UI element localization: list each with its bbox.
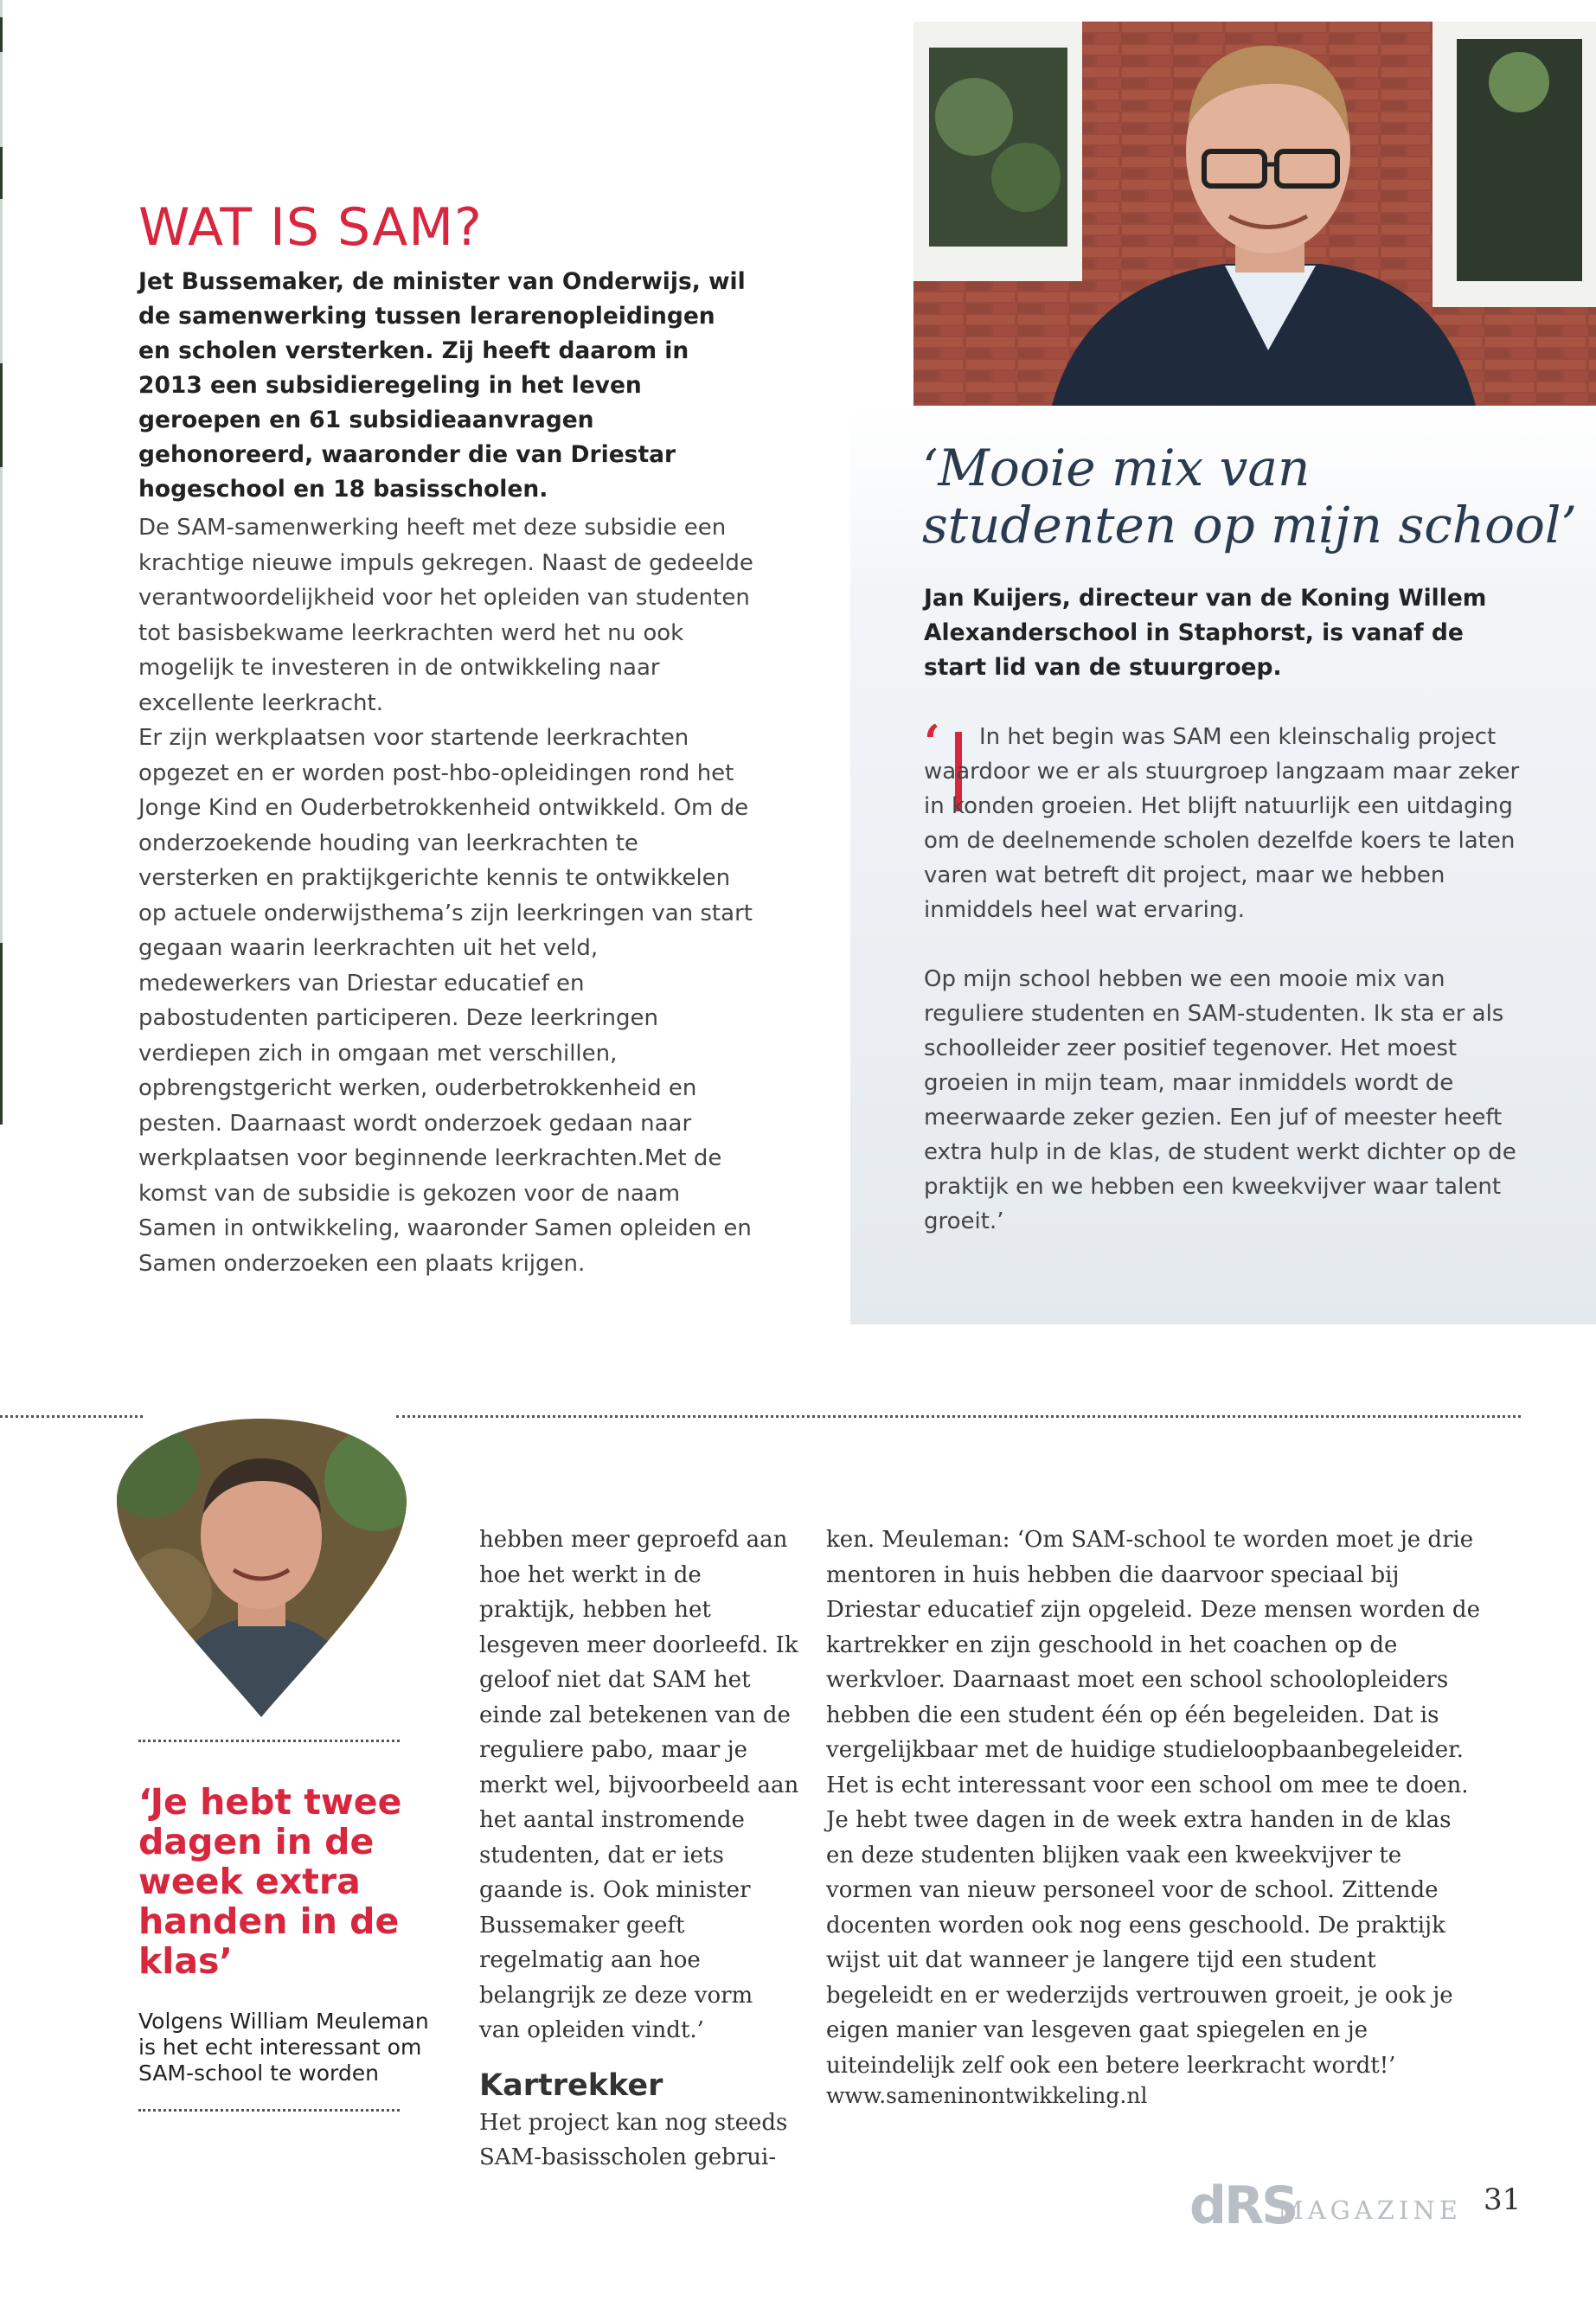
quote-body xyxy=(924,715,1529,1239)
pull-quote-caption: Volgens William Meuleman is het echt interessant om SAM-school te worden xyxy=(138,2009,429,2086)
dotted-divider xyxy=(396,1415,1521,1418)
article-lead: Jet Bussemaker, de minister van Onderwijs, wil de samenwerking tussen lerarenopleidingen en scholen versterken. Zij heeft daarom in 2013 een subsidieregeling in het leven geroepen en 61 subsidieaanvragen gehonoreerd, waaronder die van Driestar hogeschool en 18 basisscholen. xyxy=(138,268,746,503)
dotted-divider xyxy=(138,1740,400,1742)
article-paragraph: ken. Meuleman: ‘Om SAM-school te worden moet je drie mentoren in huis hebben die daarvoor speciaal bij Driestar educatief zijn opgeleid. Deze mensen worden de kartrekker en zijn geschoold in het coachen op de werkvloer. Daarnaast moet een school schoolopleiders hebben die een student één op één begeleiden. Dat is vergelijkbaar met de huidige studieloopbaanbegeleider. Het is echt interessant voor een school om mee te doen. Je hebt twee dagen in de week extra handen in de klas en deze studenten blijken vaak een kweekvijver te vormen van nieuw personeel voor de school. Zittende docenten worden ook nog eens geschoold. De praktijk wijst uit dat wanneer je langere tijd een student begeleidt en er wederzijds vertrouwen groeit, je ook je eigen manier van lesgeven gaat spiegelen en je uiteindelijk zelf ook een betere leerkracht wordt!’ xyxy=(826,1527,1480,2079)
quote-paragraph: Op mijn school hebben we een mooie mix van reguliere studenten en SAM-studenten. Ik sta er als schoolleider zeer positief tegenover. Het moest groeien in mijn team, maar inmiddels wordt de meerwaarde zeker gezien. Een juf of meester heeft extra hulp in de klas, de student werkt dichter op de praktijk en we hebben een kweekvijver waar talent groeit.’ xyxy=(924,966,1516,1234)
magazine-brand xyxy=(1189,2176,1462,2236)
section-subheading: Kartrekker xyxy=(479,2067,663,2103)
drs-logo: dRS xyxy=(1189,2176,1297,2236)
article-paragraph: De SAM-samenwerking heeft met deze subsidie een krachtige nieuwe impuls gekregen. Naast de gedeelde verantwoordelijkheid voor het opleiden van studenten tot basisbekwame leerkrachten werd het nu ook mogelijk te investeren in de ontwikkeling naar excellente leerkracht. xyxy=(138,515,753,716)
quote-lead: Jan Kuijers, directeur van de Koning Willem Alexanderschool in Staphorst, is vanaf de start lid van de stuurgroep. xyxy=(924,585,1487,681)
dropcap-quote-mark: ‘ xyxy=(924,715,940,770)
left-page-edge xyxy=(0,0,3,1125)
page-number: 31 xyxy=(1484,2182,1522,2217)
article-column-3 xyxy=(826,1522,1484,2083)
portrait-photo-jan-kuijers xyxy=(913,22,1596,406)
article-body xyxy=(138,510,757,1281)
pull-quote: ‘Je hebt twee dagen in de week extra handen in de klas’ xyxy=(138,1781,402,1982)
website-link[interactable]: www.sameninontwikkeling.nl xyxy=(826,2083,1148,2108)
quote-paragraph: In het begin was SAM een kleinschalig project waardoor we er als stuurgroep langzaam maar zeker in konden groeien. Het blijft natuurlijk een uitdaging om de deelnemende scholen dezelfde koers te laten varen wat betreft dit project, maar we hebben inmiddels heel wat ervaring. xyxy=(924,724,1520,923)
article-paragraph: Er zijn werkplaatsen voor startende leerkrachten opgezet en er worden post-hbo-opleidingen rond het Jonge Kind en Ouderbetrokkenheid ontwikkeld. Om de onderzoekende houding van leerkrachten te versterken en praktijkgerichte kennis te ontwikkelen op actuele onderwijsthema’s zijn leerkringen van start gegaan waarin leerkrachten uit het veld, medewerkers van Driestar educatief en pabostudenten participeren. Deze leerkringen verdiepen zich in omgaan met verschillen, opbrengstgericht werken, ouderbetrokkenheid en pesten. Daarnaast wordt onderzoek gedaan naar werkplaatsen voor beginnende leerkrachten.Met de komst van de subsidie is gekozen voor de naam Samen in ontwikkeling, waaronder Samen opleiden en Samen onderzoeken een plaats krijgen. xyxy=(138,725,753,1277)
article-paragraph: Het project kan nog steeds SAM-basisscholen gebrui- xyxy=(479,2109,788,2170)
dotted-divider xyxy=(0,1415,143,1418)
magazine-label: MAGAZINE xyxy=(1278,2195,1462,2225)
dotted-divider xyxy=(138,2109,400,2112)
article-title: WAT IS SAM? xyxy=(138,197,483,258)
quote-heading: ‘Mooie mix van studenten op mijn school’ xyxy=(922,439,1577,554)
article-column-2 xyxy=(479,1522,799,2176)
article-paragraph: hebben meer geproefd aan hoe het werkt in de praktijk, hebben het lesgeven meer doorleefd. Ik geloof niet dat SAM het einde zal betekenen van de reguliere pabo, maar je merkt wel, bijvoorbeeld aan het aantal instromende studenten, dat er iets gaande is. Ook minister Bussemaker geeft regelmatig aan hoe belangrijk ze deze vorm van opleiden vindt.’ xyxy=(479,1527,799,2043)
portrait-photo-william-meuleman xyxy=(117,1419,407,1717)
